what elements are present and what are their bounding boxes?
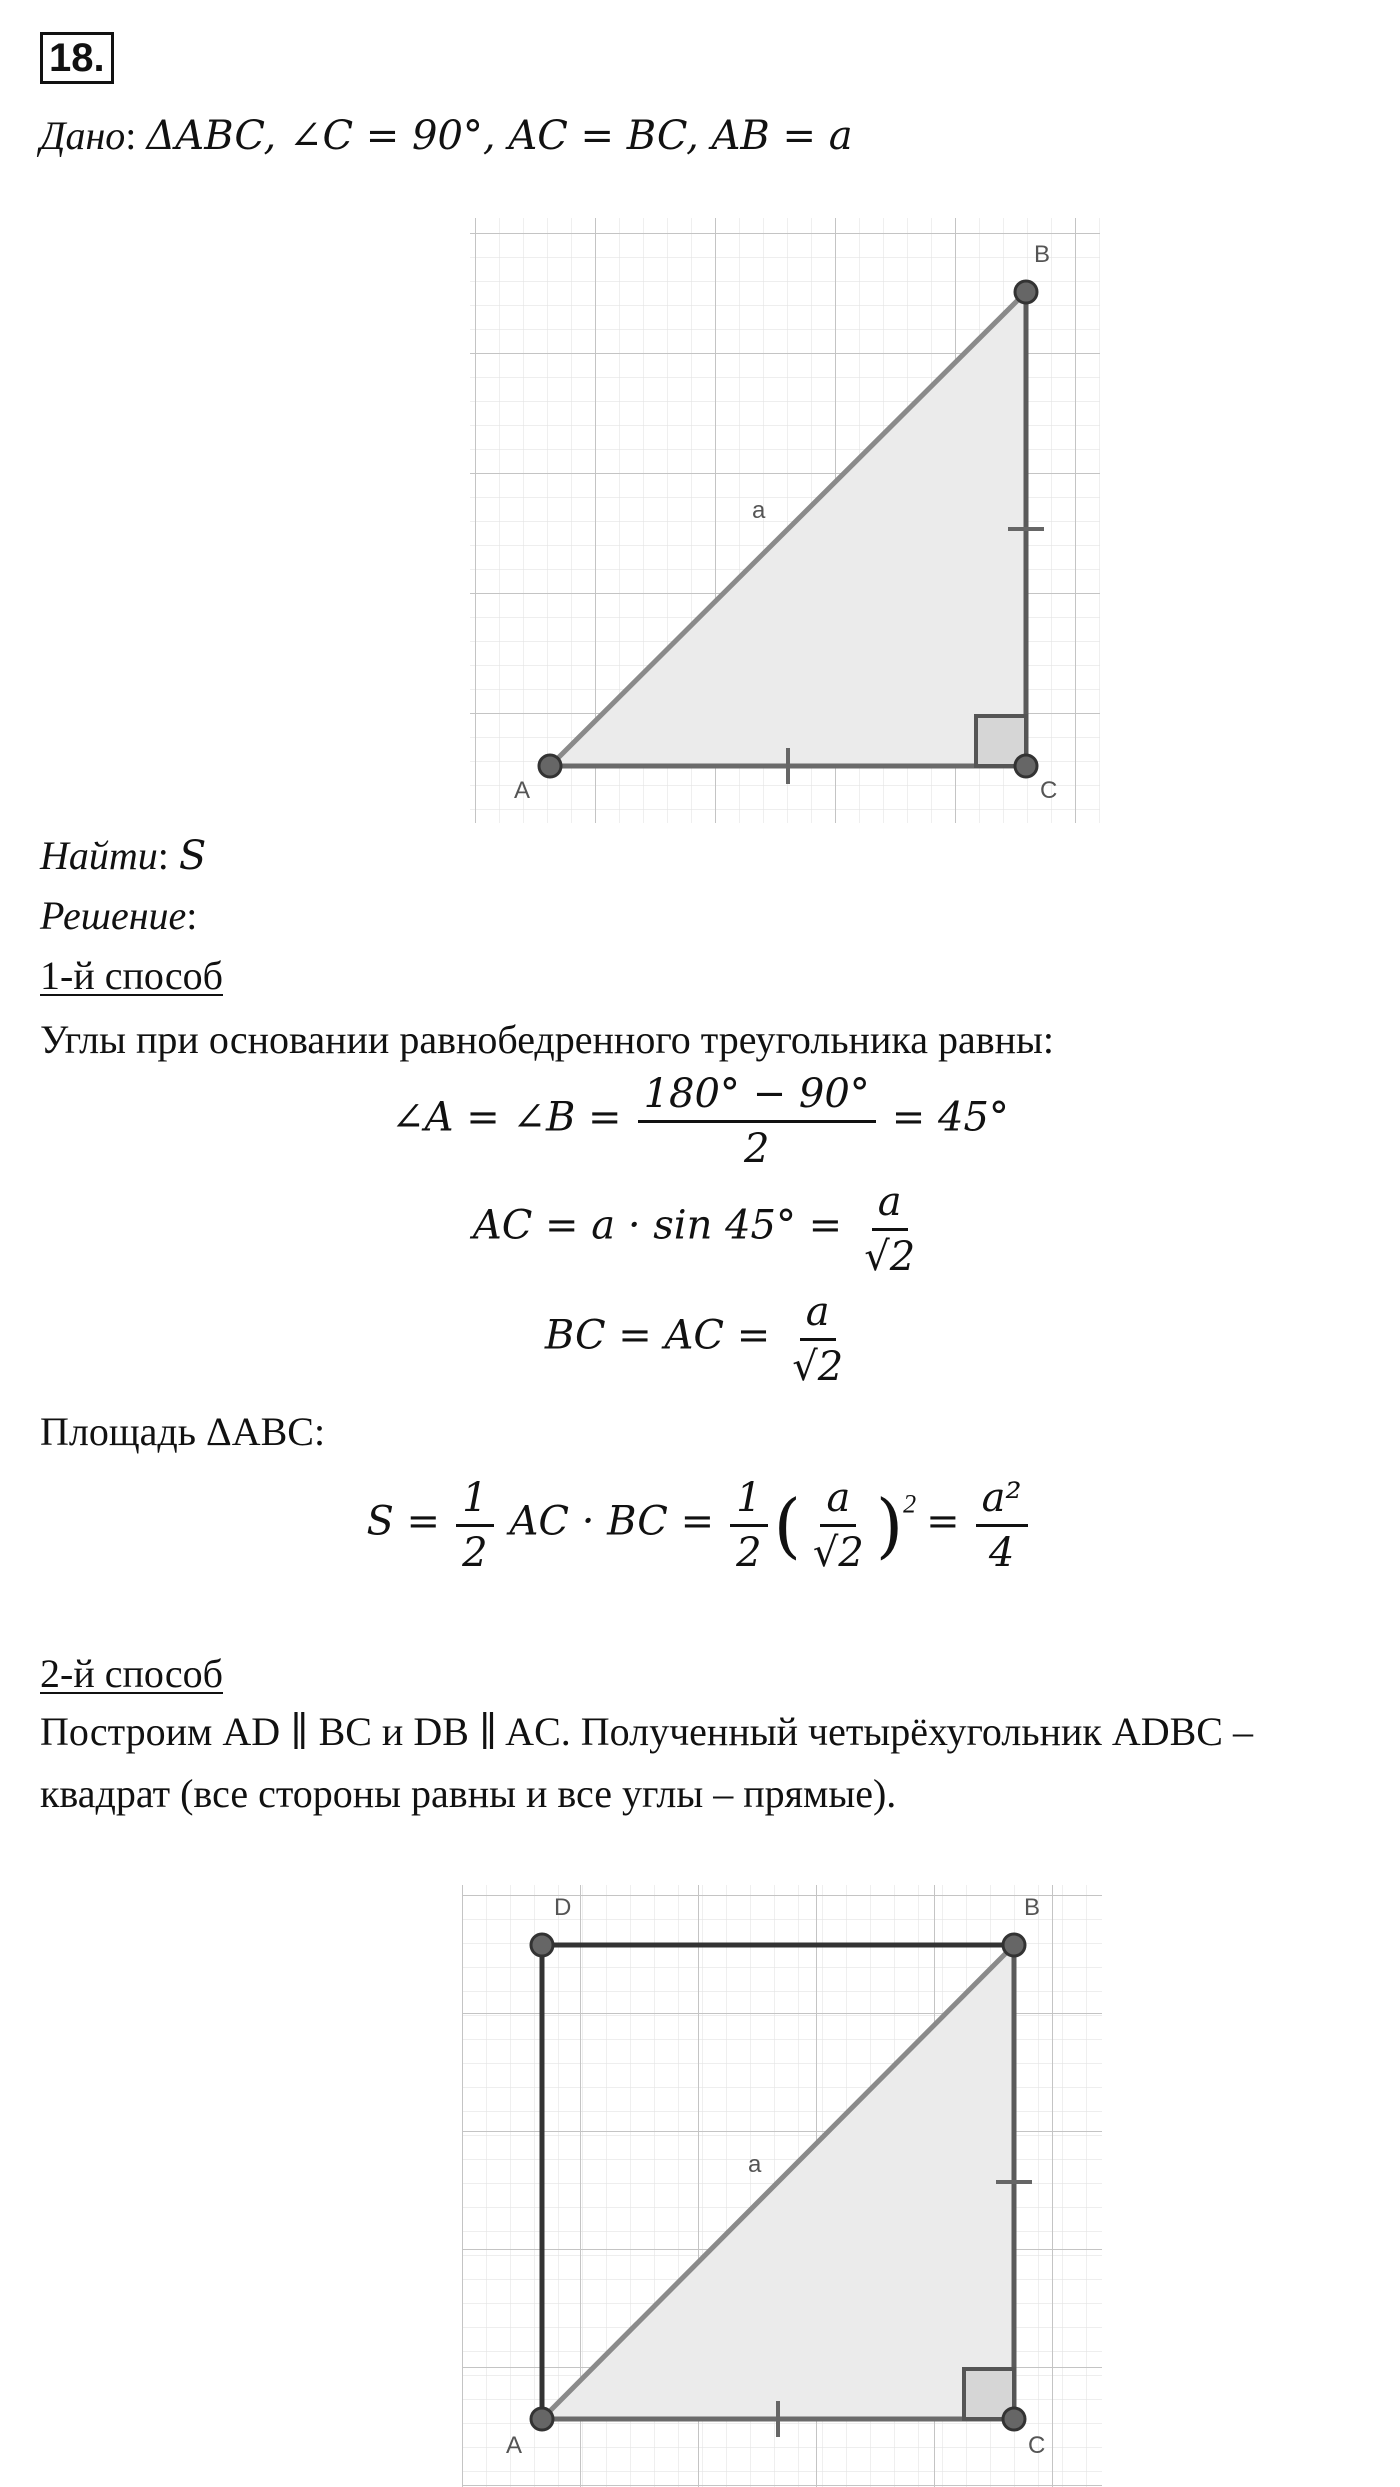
- triangle-figure: [470, 218, 1100, 823]
- label-d: D: [554, 1894, 572, 1921]
- equation-area: S = $\frac{1}{2}$ AC · BC = $\frac{1}{2}$ ( $\frac{a}{√2}$ )$^2$ = $\frac{\text{a²}}{4}$: [0, 1476, 1400, 1575]
- problem-number: 18.: [40, 32, 114, 84]
- label-a: A: [506, 2432, 523, 2459]
- point-a: [539, 755, 561, 777]
- given-line: Дано: ΔABC, ∠C = 90°, AC = BC, AB = a: [40, 113, 853, 159]
- given-label: Дано: [40, 113, 126, 158]
- method2-line1: Построим AD ∥ BC и DB ∥ AC. Полученный четырёхугольник ADBC –: [40, 1709, 1253, 1754]
- label-c: C: [1028, 2432, 1046, 2459]
- find-line: Найти: S: [40, 833, 207, 879]
- label-side-a: a: [752, 497, 766, 524]
- point-d: [531, 1934, 553, 1956]
- equation-bc: BC = AC = $\frac{a}{√2}$: [544, 1289, 844, 1390]
- square-figure: [462, 1885, 1102, 2487]
- point-c: [1003, 2408, 1025, 2430]
- label-b: B: [1024, 1894, 1041, 1921]
- equation-ac: AC = a · sin 45° = $\frac{a}{√2}$: [472, 1179, 916, 1280]
- label-c: C: [1040, 777, 1058, 804]
- method1-title: 1-й способ: [40, 953, 223, 998]
- label-b: B: [1034, 241, 1051, 268]
- solution-line: Решение:: [40, 893, 198, 938]
- given-statement: ΔABC, ∠C = 90°, AC = BC, AB = a: [146, 113, 853, 159]
- find-label: Найти: [40, 833, 158, 878]
- find-value: S: [178, 833, 207, 879]
- method2-title: 2-й способ: [40, 1651, 223, 1696]
- label-a: A: [514, 777, 531, 804]
- point-a: [531, 2408, 553, 2430]
- point-c: [1015, 755, 1037, 777]
- point-b: [1015, 281, 1037, 303]
- label-side-a: a: [748, 2151, 762, 2178]
- point-b: [1003, 1934, 1025, 1956]
- solution-label: Решение: [40, 893, 187, 938]
- method1-intro: Углы при основании равнобедренного треугольника равны:: [40, 1017, 1054, 1062]
- equation-angles: ∠A = ∠B = $\frac{180^\circ - 90^\circ}{2}$ = 45°: [391, 1071, 1009, 1172]
- method2-line2: квадрат (все стороны равны и все углы – прямые).: [40, 1771, 897, 1816]
- area-label: Площадь ΔABC:: [40, 1409, 326, 1454]
